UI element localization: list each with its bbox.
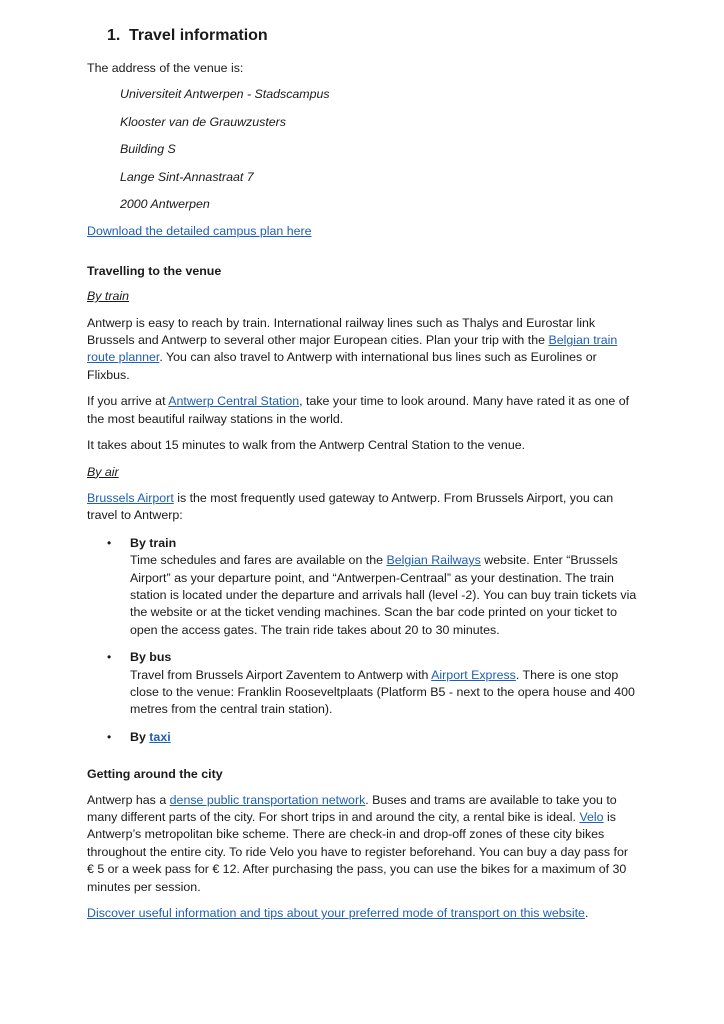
by-train-subheading: By train [87,289,130,304]
taxi-link[interactable]: taxi [149,729,171,744]
document-content [87,26,637,931]
address-line-university: Universiteit Antwerpen - Stadscampus [120,87,330,102]
air-options-list [87,535,637,746]
brussels-airport-link[interactable]: Brussels Airport [87,490,174,505]
transport-tips-link[interactable]: Discover useful information and tips about your preferred mode of transport on this website [87,906,585,921]
train-paragraph-3: It takes about 15 minutes to walk from the Antwerp Central Station to the venue. [87,438,526,453]
bullet-icon: • [107,729,112,744]
address-line-city: 2000 Antwerpen [120,197,210,212]
train-paragraph-2: If you arrive at Antwerp Central Station, take your time to look around. Many have rated it as one of the most beautiful railway stations in the world. [87,394,630,426]
address-line-building: Building S [120,142,176,157]
train-route-planner-link[interactable]: Belgian train route planner [87,333,618,365]
by-air-subheading: By air [87,464,119,479]
heading-number: 1. [107,27,121,44]
public-transport-link[interactable]: dense public transportation network [169,792,366,807]
belgian-railways-link[interactable]: Belgian Railways [386,553,481,568]
list-item-train: • By train Time schedules and fares are available on the Belgian Railways website. Enter “Brussels Airport” as your departure point, and “Antwerpen-Centraal” as your destination. The train station is located under the departure and arrivals hall (level -2). You can buy train tickets via the website or at the ticket vending machines. Scan the bar code printed on your ticket to open the access gates. The train ride takes about 20 to 30 minutes. [107,535,637,637]
bullet-icon: • [107,535,112,550]
air-paragraph: Brussels Airport is the most frequently used gateway to Antwerp. From Brussels Airport, you can travel to Antwerp: [87,490,614,523]
campus-plan-link[interactable]: Download the detailed campus plan here [87,224,312,239]
list-item-title: By bus [130,650,172,665]
city-paragraph: Antwerp has a dense public transportation network. Buses and trams are available to take you to many different parts of the city. For short trips in and around the city, a rental bike is ideal. Velo is Antwerp’s metropolitan bike scheme. There are check-in and drop-off zones of these city bikes throughout the entire city. To ride Velo you have to register beforehand. You can buy a day pass for € 5 or a week pass for € 12. After purchasing the pass, you can use the bikes for a maximum of 30 minutes per session. [87,792,628,894]
bullet-icon: • [107,650,112,665]
list-item-bus: • By bus Travel from Brussels Airport Zaventem to Antwerp with Airport Express. There is one stop close to the venue: Franklin Rooseveltplaats (Platform B5 - next to the opera house and 400 metres from the central train station). [87,649,637,719]
address-line-street: Lange Sint-Annastraat 7 [120,169,254,184]
address-intro: The address of the venue is: [87,61,244,75]
city-heading: Getting around the city [87,767,223,782]
list-item-title: By [130,729,150,744]
antwerp-central-station-link[interactable]: Antwerp Central Station [168,394,300,409]
airport-express-link[interactable]: Airport Express [431,667,516,682]
velo-link[interactable]: Velo [579,810,604,824]
travelling-heading: Travelling to the venue [87,263,222,278]
transport-tips-paragraph: Discover useful information and tips about your preferred mode of transport on this website. [87,906,589,921]
section-heading [107,26,637,46]
address-line-building-name: Klooster van de Grauwzusters [120,114,286,129]
train-paragraph-1: Antwerp is easy to reach by train. International railway lines such as Thalys and Eurostar link Brussels and Antwerp to several other major European cities. Plan your trip with the Belgian train route planner. You can also travel to Antwerp with international bus lines such as Eurolines or Flixbus. [87,315,618,382]
heading-title: Travel information [129,27,268,44]
list-item-title: By train [130,535,177,550]
list-item-taxi [87,729,637,746]
